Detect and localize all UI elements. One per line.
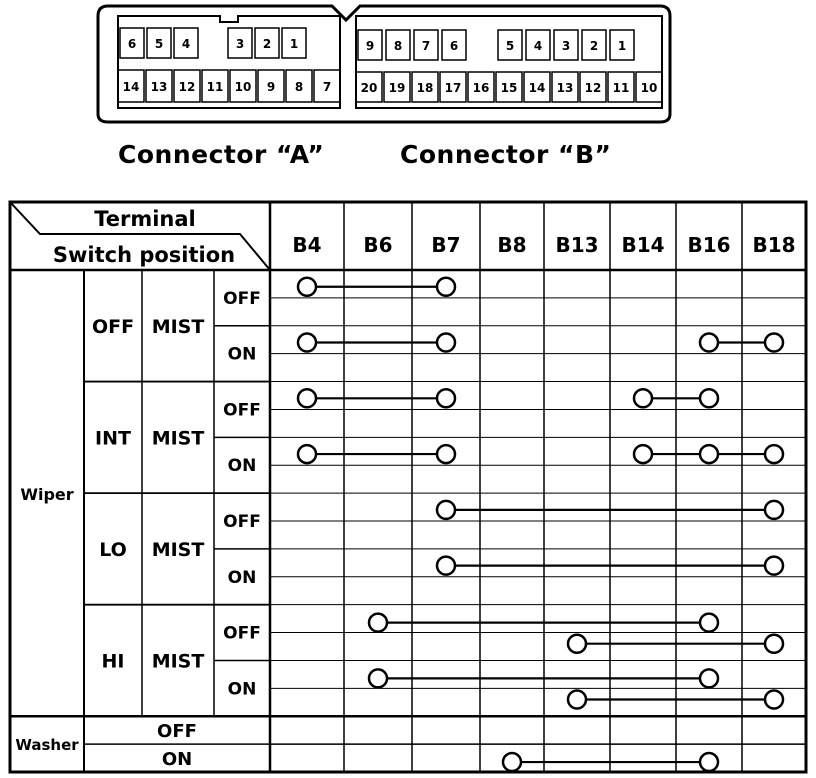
connector-b-pin-label: 11 xyxy=(612,81,630,95)
terminal-dot-b18 xyxy=(765,635,783,653)
connector-a-caption: Connector “A” xyxy=(118,140,325,169)
terminal-header-b16: B16 xyxy=(687,233,731,257)
terminal-dot-b13 xyxy=(568,690,586,708)
wiper-position-hi: HI xyxy=(101,650,125,673)
terminal-dot-b7 xyxy=(437,445,455,463)
terminal-dot-b16 xyxy=(700,753,718,771)
terminal-dot-b7 xyxy=(437,389,455,407)
connector-b-caption: Connector “B” xyxy=(400,140,612,169)
connectors xyxy=(98,6,670,122)
connector-b-pin-label: 6 xyxy=(449,39,459,53)
connector-a-pin-label: 1 xyxy=(289,37,299,51)
terminal-dot-b16 xyxy=(700,445,718,463)
connector-a-pin-label: 8 xyxy=(294,80,304,94)
connector-a-pin-label: 4 xyxy=(181,37,191,51)
group-wiper: Wiper xyxy=(20,485,74,505)
terminal-dot-b6 xyxy=(369,669,387,687)
wiper-mode-mist: MIST xyxy=(151,650,205,673)
connector-b-pin-label: 2 xyxy=(589,39,599,53)
state-on: ON xyxy=(227,344,257,365)
connector-b-pin-label: 16 xyxy=(472,81,490,95)
connector-b-pin-label: 4 xyxy=(533,39,543,53)
terminal-header-b6: B6 xyxy=(363,233,393,257)
terminal-dot-b4 xyxy=(298,334,316,352)
connector-a-pin-label: 10 xyxy=(234,80,252,94)
terminal-header-b18: B18 xyxy=(752,233,796,257)
state-on: ON xyxy=(227,679,257,700)
connector-b-pin-label: 12 xyxy=(584,81,602,95)
connector-b-pin-label: 19 xyxy=(388,81,406,95)
terminal-header-b14: B14 xyxy=(621,233,665,257)
connector-a-pin-label: 2 xyxy=(262,37,272,51)
header-terminal: Terminal xyxy=(94,207,196,231)
state-on: ON xyxy=(227,456,257,477)
terminal-dot-b6 xyxy=(369,614,387,632)
terminal-dot-b16 xyxy=(700,669,718,687)
wiper-mode-mist: MIST xyxy=(151,538,205,561)
wiper-mode-mist: MIST xyxy=(151,315,205,338)
wiper-position-off: OFF xyxy=(91,315,135,338)
terminal-dot-b8 xyxy=(503,753,521,771)
connector-a-pin-label: 12 xyxy=(178,80,196,94)
terminal-dot-b13 xyxy=(568,635,586,653)
terminal-dot-b16 xyxy=(700,334,718,352)
connector-b-pin-label: 20 xyxy=(360,81,378,95)
terminal-dot-b14 xyxy=(634,389,652,407)
connector-b-pin-label: 18 xyxy=(416,81,434,95)
terminal-header-b8: B8 xyxy=(497,233,527,257)
terminal-header-b7: B7 xyxy=(431,233,461,257)
connector-b-pin-label: 5 xyxy=(505,39,515,53)
connector-b-pin-label: 3 xyxy=(561,39,571,53)
state-off: OFF xyxy=(223,512,261,532)
connector-a-pin-label: 3 xyxy=(235,37,245,51)
state-on: ON xyxy=(227,567,257,588)
connector-b-pin-label: 1 xyxy=(617,39,627,53)
connector-b-pin-label: 14 xyxy=(528,81,546,95)
header-switch-position: Switch position xyxy=(52,243,236,267)
connector-b-pin-label: 9 xyxy=(365,39,375,53)
washer-state-on: ON xyxy=(161,749,193,771)
continuity-table xyxy=(10,202,806,772)
terminal-dot-b18 xyxy=(765,557,783,575)
terminal-dot-b16 xyxy=(700,389,718,407)
terminal-dot-b18 xyxy=(765,334,783,352)
connector-a-pin-label: 13 xyxy=(150,80,168,94)
connector-b-pin-label: 17 xyxy=(444,81,462,95)
terminal-header-b4: B4 xyxy=(292,233,322,257)
connector-b-pin-label: 8 xyxy=(393,39,403,53)
terminal-dot-b18 xyxy=(765,501,783,519)
terminal-dot-b7 xyxy=(437,334,455,352)
group-washer: Washer xyxy=(15,736,79,755)
terminal-dot-b4 xyxy=(298,278,316,296)
connector-b-pin-label: 13 xyxy=(556,81,574,95)
terminal-dot-b7 xyxy=(437,278,455,296)
terminal-dot-b4 xyxy=(298,389,316,407)
terminal-dot-b7 xyxy=(437,501,455,519)
connector-a-pin-label: 14 xyxy=(122,80,140,94)
state-off: OFF xyxy=(223,400,261,421)
terminal-dot-b4 xyxy=(298,445,316,463)
terminal-header-b13: B13 xyxy=(555,233,599,257)
connector-b-pin-label: 7 xyxy=(421,39,431,53)
connector-a-pin-label: 11 xyxy=(206,80,224,94)
wiper-position-int: INT xyxy=(95,427,131,450)
washer-state-off: OFF xyxy=(157,721,197,743)
terminal-dot-b14 xyxy=(634,445,652,463)
connector-b-pin-label: 15 xyxy=(500,81,518,95)
wiper-position-lo: LO xyxy=(99,538,127,561)
connector-a-pin-label: 5 xyxy=(154,37,164,51)
terminal-dot-b16 xyxy=(700,614,718,632)
terminal-dot-b7 xyxy=(437,557,455,575)
wiper-mode-mist: MIST xyxy=(151,427,205,450)
connector-b-pin-label: 10 xyxy=(640,81,658,95)
connector-a-pin-label: 7 xyxy=(322,80,332,94)
terminal-dot-b18 xyxy=(765,445,783,463)
state-off: OFF xyxy=(223,288,261,309)
connector-a-pin-label: 9 xyxy=(266,80,276,94)
connector-a-pin-label: 6 xyxy=(127,37,137,51)
terminal-dot-b18 xyxy=(765,690,783,708)
connector-housing xyxy=(98,6,670,122)
state-off: OFF xyxy=(223,623,261,644)
